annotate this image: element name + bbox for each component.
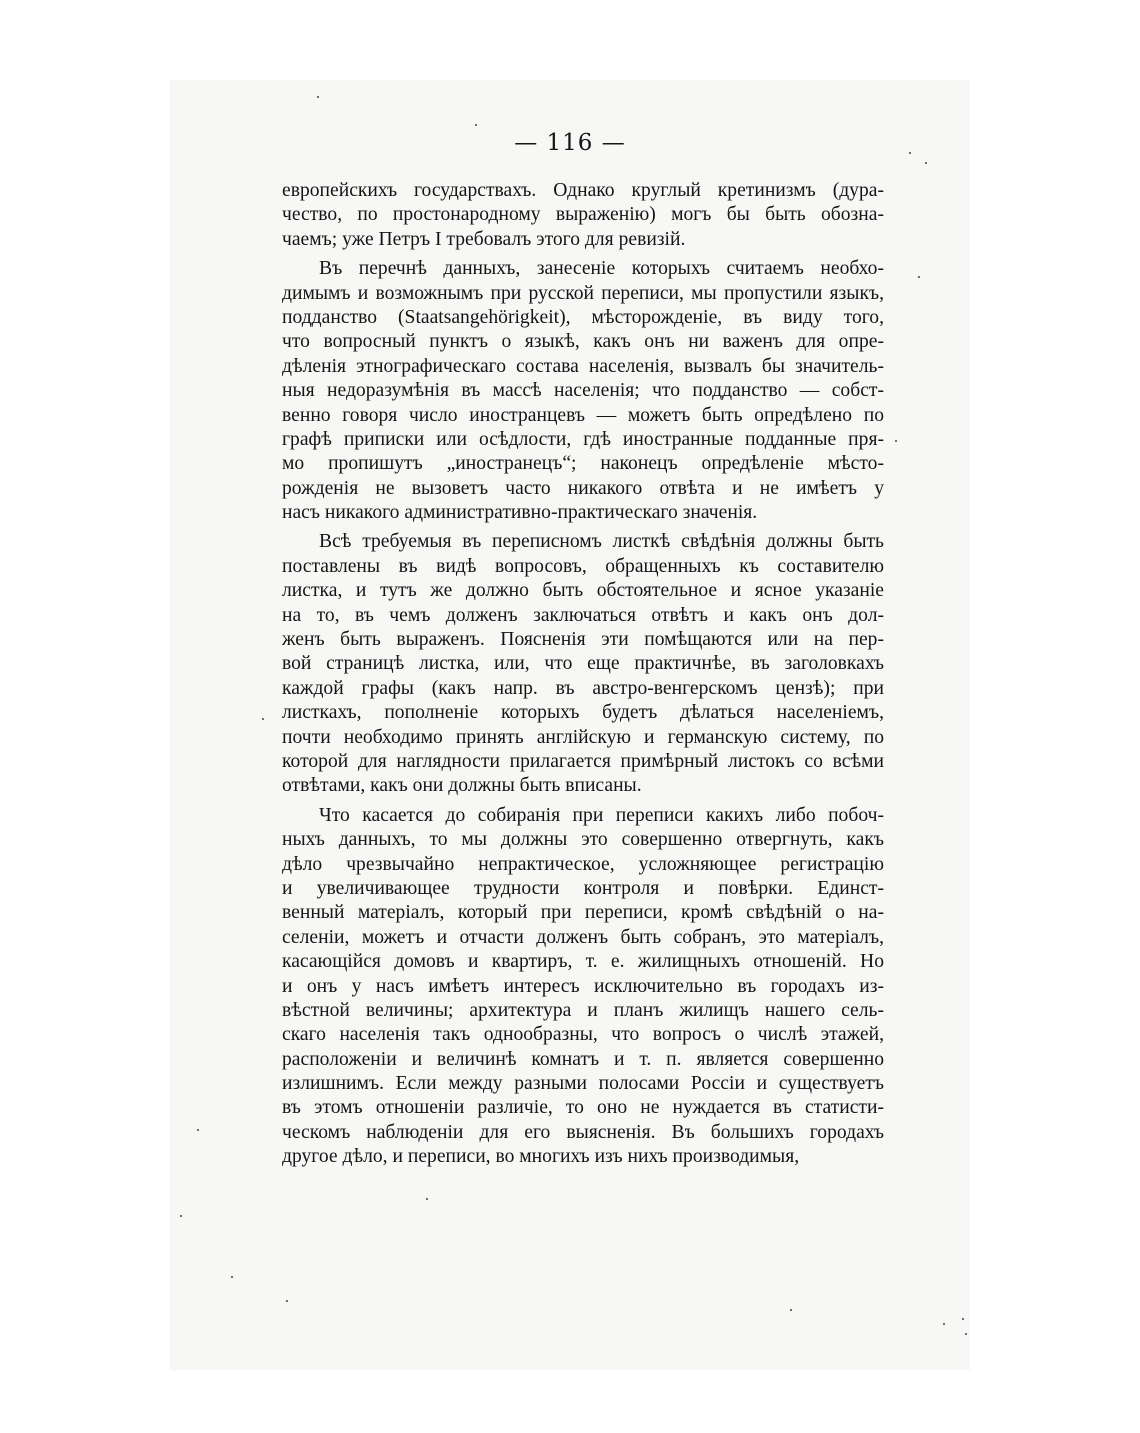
text-line: ныя недоразумѣнія въ массѣ населенія; что подданство — собст- xyxy=(282,380,884,402)
text-line: европейскихъ государствахъ. Однако круглый кретинизмъ (дура- xyxy=(282,180,884,201)
text-line: рожденія не вызоветъ часто никакого отвѣта и не имѣетъ у xyxy=(282,477,884,499)
text-line: димымъ и возможнымъ при русской переписи, мы пропустили языкъ, xyxy=(282,282,884,304)
text-line: чество, по простонародному выраженію) могъ бы быть обозна- xyxy=(282,204,884,226)
scan-speck xyxy=(918,276,920,278)
scan-speck xyxy=(262,718,264,720)
text-line: Что касается до собиранія при переписи какихъ либо побоч- xyxy=(319,804,884,826)
text-line: чаемъ; уже Петръ I требовалъ этого для ревизій. xyxy=(282,228,686,250)
scan-speck xyxy=(317,96,319,98)
text-line: и онъ у насъ имѣетъ интересъ исключительно въ городахъ из- xyxy=(282,975,884,997)
scan-speck xyxy=(943,1323,945,1325)
page-number: — 116 — xyxy=(514,130,626,156)
text-line: на то, въ чемъ долженъ заключаться отвѣтъ и какъ онъ дол- xyxy=(282,604,884,626)
scan-speck xyxy=(180,1215,182,1217)
scan-speck xyxy=(925,162,927,164)
text-line: подданство (Staatsangehörigkeit), мѣсторожденіе, въ виду того, xyxy=(282,306,884,328)
scan-speck xyxy=(475,124,477,126)
text-line: въ этомъ отношеніи различіе, то оно не нуждается въ статисти- xyxy=(282,1097,884,1119)
text-line: венно говоря число иностранцевъ — можетъ быть опредѣлено по xyxy=(282,404,884,426)
text-line: отвѣтами, какъ они должны быть вписаны. xyxy=(282,775,642,797)
text-line: листкахъ, пополненіе которыхъ будетъ дѣлаться населеніемъ, xyxy=(282,702,884,724)
scan-speck xyxy=(286,1300,288,1302)
text-line: поставлены въ видѣ вопросовъ, обращенныхъ къ составителю xyxy=(282,555,884,577)
text-line: дѣленія этнографическаго состава населенія, вызвалъ бы значитель- xyxy=(282,355,884,377)
scan-speck xyxy=(197,1129,199,1131)
text-line: листка, и тутъ же должно быть обстоятельное и ясное указаніе xyxy=(282,580,884,602)
paragraph xyxy=(282,530,884,798)
scan-speck xyxy=(426,1198,428,1200)
text-line: дѣло чрезвычайно непрактическое, усложняющее регистрацію xyxy=(282,853,884,875)
text-line: графѣ приписки или осѣдлости, гдѣ иностранные подданные пря- xyxy=(282,428,884,450)
text-line: излишнимъ. Если между разными полосами Россіи и существуетъ xyxy=(282,1073,884,1095)
scan-speck xyxy=(790,1309,792,1311)
text-line: вѣстной величины; архитектура и планъ жилищъ нашего сель- xyxy=(282,999,884,1021)
paragraph xyxy=(282,804,884,1170)
text-line: венный матеріалъ, который при переписи, кромѣ свѣдѣній о на- xyxy=(282,902,884,924)
text-line: скаго населенія такъ однообразны, что вопросъ о числѣ этажей, xyxy=(282,1024,884,1046)
scan-speck xyxy=(965,1333,967,1335)
text-line: которой для наглядности прилагается примѣрный листокъ со всѣми xyxy=(282,750,884,772)
text-line: вой страницѣ листка, или, что еще практичнѣе, въ заголовкахъ xyxy=(282,653,884,675)
text-line: почти необходимо принять англійскую и германскую систему, по xyxy=(282,726,884,748)
scan-speck xyxy=(895,440,897,442)
text-line: селеніи, можетъ и отчасти долженъ быть собранъ, это матеріалъ, xyxy=(282,926,884,948)
text-line: что вопросный пунктъ о языкѣ, какъ онъ ни важенъ для опре- xyxy=(282,331,884,353)
text-line: женъ быть выраженъ. Поясненія эти помѣщаются или на пер- xyxy=(282,629,884,651)
text-line: каждой графы (какъ напр. въ австро-венгерскомъ цензѣ); при xyxy=(282,677,884,699)
text-line: касающійся домовъ и квартиръ, т. е. жилищныхъ отношеній. Но xyxy=(282,951,884,973)
text-line: насъ никакого административно-практическаго значенія. xyxy=(282,502,758,524)
text-line: ныхъ данныхъ, то мы должны это совершенно отвергнуть, какъ xyxy=(282,829,884,851)
text-line: другое дѣло, и переписи, во многихъ изъ нихъ производимыя, xyxy=(282,1146,800,1168)
text-line: мо пропишутъ „иностранецъ“; наконецъ опредѣленіе мѣсто- xyxy=(282,453,884,475)
text-line: и увеличивающее трудности контроля и повѣрки. Единст- xyxy=(282,877,884,899)
paragraph xyxy=(282,179,884,252)
scan-speck xyxy=(962,1318,964,1320)
scan-speck xyxy=(909,152,911,154)
text-line: Въ перечнѣ данныхъ, занесеніе которыхъ считаемъ необхо- xyxy=(319,258,884,280)
text-line: Всѣ требуемыя въ переписномъ листкѣ свѣдѣнія должны быть xyxy=(319,531,884,553)
text-line: расположеніи и величинѣ комнатъ и т. п. является совершенно xyxy=(282,1048,884,1070)
page-body-text xyxy=(282,179,884,1170)
scan-speck xyxy=(231,1276,233,1278)
text-line: ческомъ наблюденіи для его выясненія. Въ большихъ городахъ xyxy=(282,1121,884,1143)
paragraph xyxy=(282,257,884,525)
